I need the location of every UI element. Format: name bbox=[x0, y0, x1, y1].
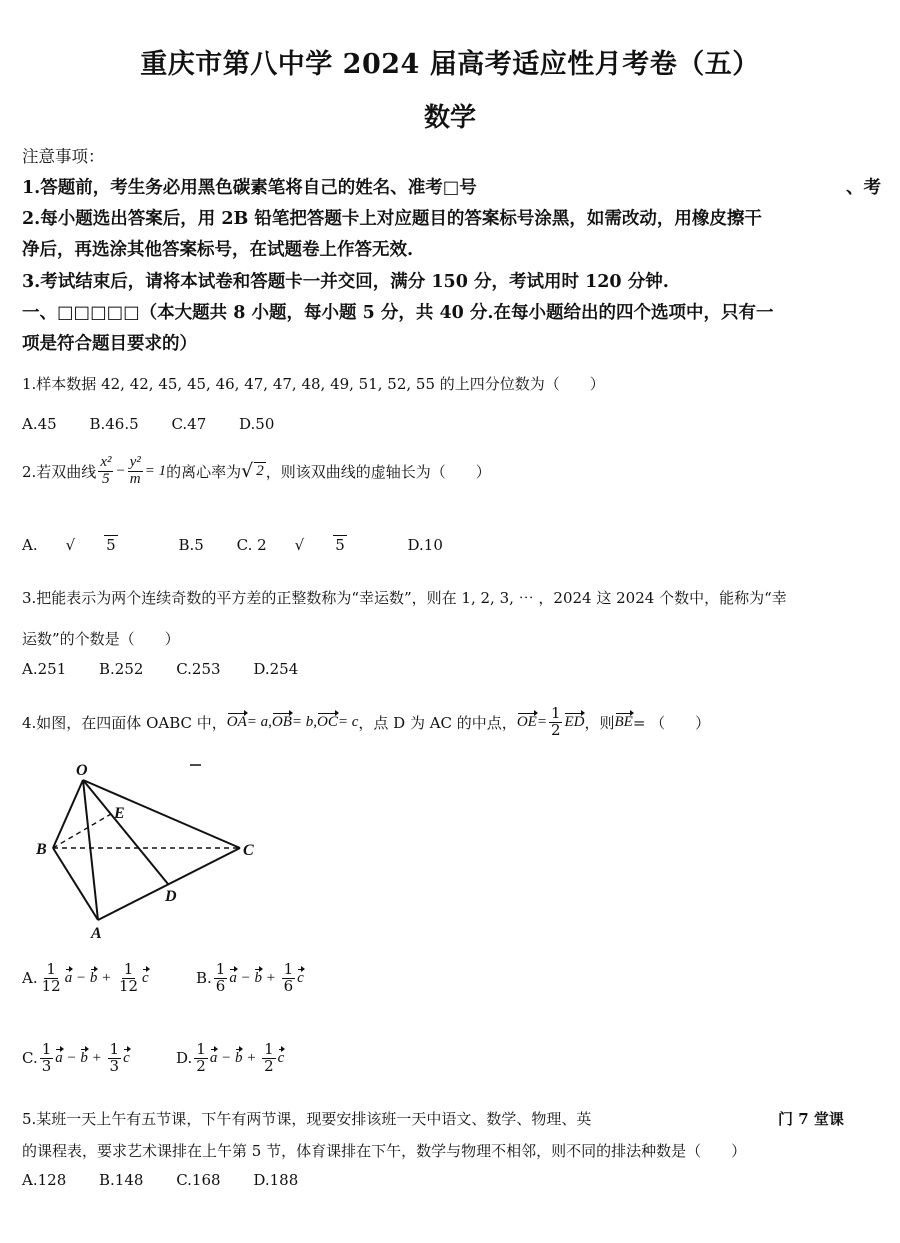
option-b: B.252 bbox=[99, 660, 144, 678]
option-c: C.253 bbox=[176, 660, 221, 678]
question-4-option-d: D. $\frac{1}{2}$ a − b + $\frac{1}{2}$ c bbox=[176, 1040, 285, 1075]
label-b: B bbox=[36, 841, 47, 858]
edge-ob bbox=[53, 780, 83, 848]
tetrahedron-figure bbox=[20, 758, 280, 948]
question-5-line-2: 的课程表，要求艺术课排在上午第 5 节，体育课排在下午，数学与物理不相邻，则不同的排法种数是（ ） bbox=[22, 1142, 747, 1160]
section-1-line-2: 项是符合题目要求的） bbox=[22, 334, 197, 354]
section-1-line-1: 一、□□□□□（本大题共 8 小题，每小题 5 分，共 40 分.在每小题给出的四个选项中，只有一 bbox=[22, 303, 774, 323]
edge-oc bbox=[83, 780, 240, 848]
label-c: C bbox=[243, 842, 254, 859]
option-c: C.168 bbox=[176, 1171, 221, 1189]
question-4-option-b: B. $\frac{1}{6}$ a − b + $\frac{1}{6}$ c bbox=[196, 960, 304, 995]
vector-oe: OE bbox=[516, 713, 537, 730]
question-5-line-1-right: 门 7 堂课 bbox=[778, 1110, 844, 1128]
option-b: B.46.5 bbox=[89, 415, 139, 433]
segment-be-dashed bbox=[53, 814, 111, 848]
question-3-line-1: 3.把能表示为两个连续奇数的平方差的正整数称为“幸运数”，则在 1, 2, 3, ⋯ ，2024 这 2024 个数中，能称为“幸 bbox=[22, 589, 787, 607]
option-b: B.148 bbox=[99, 1171, 144, 1189]
question-2-stem: 2.若双曲线 $\frac{\text{x²}}{5}$ − $\frac{\text{y²}}{m}$ = 1 的离心率为 √ 2 ，则该双曲线的虚轴长为（ ） bbox=[22, 454, 491, 487]
fraction-x2-over-5: $\frac{\text{x²}}{5}$ bbox=[100, 454, 112, 487]
question-5-line-1: 5.某班一天上午有五节课，下午有两节课，现要安排该班一天中语文、数学、物理、英 bbox=[22, 1110, 592, 1128]
question-5-options bbox=[22, 1171, 326, 1189]
question-1-options bbox=[22, 415, 302, 433]
fraction-one-half: $\frac{1}{2}$ bbox=[550, 704, 561, 739]
option-d: D.10 bbox=[407, 536, 443, 554]
q2-prefix: 2.若双曲线 bbox=[22, 462, 97, 481]
question-4-stem: 4.如图，在四面体 OABC 中， OA = a, OB = b, OC = c ，点 D 为 AC 的中点， OE = $\frac{1}{2}$ ED ，则 BE = （ ） bbox=[22, 704, 711, 739]
sqrt-2: 2 bbox=[256, 463, 264, 480]
notice-heading: 注意事项： bbox=[22, 147, 105, 166]
vector-ob: OB bbox=[271, 713, 292, 730]
page-title: 重庆市第八中学 2024 届高考适应性月考卷（五） bbox=[140, 49, 760, 80]
question-2-options bbox=[22, 535, 471, 554]
fraction-y2-over-m: $\frac{\text{y²}}{m}$ bbox=[129, 454, 141, 487]
question-3-line-2: 运数”的个数是（ ） bbox=[22, 630, 180, 648]
question-1-stem: 1.样本数据 42, 42, 45, 45, 46, 47, 47, 48, 49, 51, 52, 55 的上四分位数为（ ） bbox=[22, 375, 605, 393]
vector-oa: OA bbox=[226, 713, 247, 730]
notice-item-2-line-2: 净后，再选涂其他答案标号，在试题卷上作答无效. bbox=[22, 240, 414, 260]
option-d: D.188 bbox=[253, 1171, 299, 1189]
option-b: B.5 bbox=[178, 536, 204, 554]
option-d: D.50 bbox=[239, 415, 275, 433]
segment-od bbox=[83, 780, 168, 884]
option-d: D.254 bbox=[253, 660, 299, 678]
notice-item-1: 1.答题前，考生务必用黑色碳素笔将自己的姓名、准考□号 bbox=[22, 178, 477, 198]
edge-ac bbox=[98, 848, 240, 920]
option-a: A.251 bbox=[22, 660, 67, 678]
vector-be: BE bbox=[614, 713, 633, 730]
label-e: E bbox=[114, 805, 125, 822]
notice-item-2-line-1: 2.每小题选出答案后，用 2B 铅笔把答题卡上对应题目的答案标号涂黑，如需改动，用橡皮擦干 bbox=[22, 209, 762, 229]
option-c: C. 2 √ 5 bbox=[236, 536, 345, 554]
question-4-option-c: C. $\frac{1}{3}$ a − b + $\frac{1}{3}$ c bbox=[22, 1040, 130, 1075]
option-a: A. √ 5 bbox=[22, 536, 116, 554]
option-c: C.47 bbox=[171, 415, 207, 433]
vector-oc: OC bbox=[317, 713, 338, 730]
question-3-options bbox=[22, 660, 326, 678]
subject-title: 数学 bbox=[423, 103, 476, 133]
option-a: A.45 bbox=[22, 415, 57, 433]
question-4-option-a: A. $\frac{1}{12}$ a − b + $\frac{1}{12}$ c bbox=[22, 960, 149, 995]
vector-ed: ED bbox=[564, 713, 585, 730]
sqrt-symbol: √ bbox=[241, 460, 254, 483]
notice-item-1-cut: 、考 bbox=[846, 178, 881, 198]
label-o: O bbox=[76, 762, 88, 779]
notice-item-3: 3.考试结束后，请将本试卷和答题卡一并交回，满分 150 分，考试用时 120 分钟. bbox=[22, 272, 669, 292]
label-a: A bbox=[91, 925, 102, 942]
option-a: A.128 bbox=[22, 1171, 67, 1189]
label-d: D bbox=[165, 888, 177, 905]
